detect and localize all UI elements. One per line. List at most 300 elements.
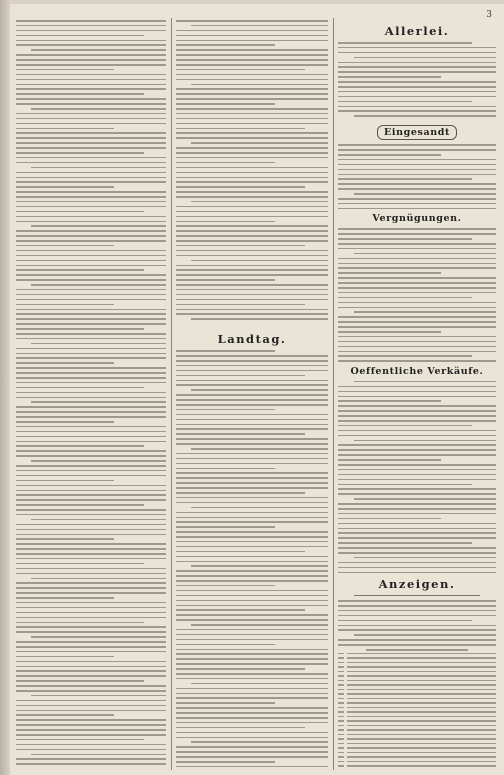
program-row-text (347, 653, 496, 655)
text-line (176, 492, 305, 494)
text-line (16, 172, 166, 174)
text-line (191, 201, 328, 203)
text-line (176, 717, 328, 719)
text-line (16, 113, 166, 115)
text-line (16, 123, 166, 125)
program-row (338, 738, 496, 740)
text-line (16, 20, 166, 22)
eingesandt-block (338, 144, 496, 209)
text-line (16, 235, 166, 237)
text-line (16, 734, 166, 736)
anzeigen-intro-block (338, 600, 496, 646)
text-line (16, 35, 144, 37)
text-line (176, 556, 328, 558)
text-line (176, 487, 328, 489)
program-row-text (347, 698, 496, 700)
text-line (176, 463, 328, 465)
text-line (191, 683, 328, 685)
text-line (16, 485, 166, 487)
text-line (16, 44, 166, 46)
program-row-number (338, 747, 344, 749)
text-line (31, 167, 166, 169)
text-line (176, 433, 305, 435)
text-line (176, 428, 328, 430)
left-news-block (16, 20, 166, 768)
page-number: 3 (486, 10, 492, 20)
text-line (338, 620, 472, 622)
program-row (338, 743, 496, 745)
text-line (176, 206, 328, 208)
text-line (354, 498, 496, 500)
text-line (16, 93, 144, 95)
program-row (338, 725, 496, 727)
text-line (16, 651, 166, 653)
text-line (16, 675, 166, 677)
text-line (338, 464, 496, 466)
text-line (176, 350, 275, 352)
text-line (338, 425, 472, 427)
program-row-number (338, 716, 344, 718)
text-line (16, 455, 166, 457)
text-line (176, 541, 328, 543)
text-line (338, 228, 496, 230)
text-line (16, 318, 166, 320)
text-line (338, 326, 496, 328)
text-line (16, 480, 114, 482)
text-line (16, 279, 166, 281)
text-line (16, 597, 114, 599)
text-line (338, 405, 496, 407)
text-line (176, 284, 328, 286)
text-line (338, 258, 496, 260)
program-row-number (338, 734, 344, 736)
text-line (176, 649, 328, 651)
text-line (16, 382, 166, 384)
column-middle (176, 20, 328, 768)
text-line (191, 389, 328, 391)
text-line (176, 59, 328, 61)
text-line (16, 763, 166, 765)
text-line (354, 193, 496, 195)
text-line (176, 74, 328, 76)
text-line (16, 705, 166, 707)
text-line (176, 605, 328, 607)
text-line (338, 110, 496, 112)
text-line (338, 272, 441, 274)
text-line (31, 695, 166, 697)
text-line (16, 103, 166, 105)
text-line (338, 62, 496, 64)
text-line (354, 115, 496, 117)
text-line (16, 230, 166, 232)
text-line (16, 646, 166, 648)
text-line (176, 172, 328, 174)
text-line (176, 580, 328, 582)
text-line (176, 304, 305, 306)
text-line (176, 30, 328, 32)
text-line (16, 441, 166, 443)
text-line (16, 729, 166, 731)
text-line (176, 517, 328, 519)
program-row (338, 765, 496, 767)
text-line (176, 472, 328, 474)
text-line (16, 534, 166, 536)
text-line (176, 570, 328, 572)
text-line (16, 30, 166, 32)
text-line (338, 537, 496, 539)
text-line (176, 663, 328, 665)
text-line (338, 164, 496, 166)
text-line (176, 697, 328, 699)
text-line (16, 553, 166, 555)
text-line (16, 475, 166, 477)
text-line (16, 118, 166, 120)
text-line (16, 59, 166, 61)
text-line (16, 514, 166, 516)
text-line (16, 328, 144, 330)
text-line (16, 499, 166, 501)
text-line (16, 128, 114, 130)
text-line (16, 724, 166, 726)
text-line (16, 406, 166, 408)
program-row-text (347, 693, 496, 695)
text-line (176, 438, 328, 440)
text-line (16, 397, 166, 399)
program-row-number (338, 761, 344, 763)
column-right (338, 20, 496, 768)
text-line (16, 162, 166, 164)
text-line (16, 142, 166, 144)
text-line (176, 137, 328, 139)
text-line (338, 610, 496, 612)
text-line (354, 381, 496, 383)
text-line (176, 79, 328, 81)
text-line (16, 626, 166, 628)
text-line (338, 415, 496, 417)
text-line (338, 615, 496, 617)
text-line (176, 191, 328, 193)
text-line (338, 600, 496, 602)
text-line (176, 355, 328, 357)
text-line (191, 260, 328, 262)
text-line (176, 756, 328, 758)
text-line (176, 653, 328, 655)
verkaeufe-block (338, 381, 496, 573)
text-line (338, 203, 496, 205)
program-row-number (338, 765, 344, 767)
text-line (16, 294, 166, 296)
program-row-text (347, 671, 496, 673)
text-line (16, 84, 166, 86)
text-line (16, 40, 166, 42)
program-row-text (347, 738, 496, 740)
program-row-number (338, 675, 344, 677)
text-line (176, 424, 328, 426)
program-row-number (338, 657, 344, 659)
text-line (338, 396, 496, 398)
program-row (338, 671, 496, 673)
text-line (338, 508, 496, 510)
allerlei-heading: Allerlei. (384, 24, 450, 38)
text-line (16, 255, 166, 257)
text-line (338, 52, 496, 54)
program-row-number (338, 680, 344, 682)
program-row-number (338, 752, 344, 754)
text-line (16, 64, 166, 66)
program-row-text (347, 752, 496, 754)
text-line (176, 108, 328, 110)
text-line (16, 666, 166, 668)
text-line (16, 274, 166, 276)
program-row-number (338, 702, 344, 704)
text-line (16, 680, 144, 682)
program-row (338, 680, 496, 682)
text-line (338, 355, 472, 357)
text-line (16, 392, 166, 394)
text-line (338, 174, 496, 176)
text-line (338, 449, 496, 451)
paper-sheet (10, 4, 504, 775)
text-line (176, 196, 328, 198)
text-line (16, 387, 144, 389)
program-row (338, 707, 496, 709)
text-line (338, 493, 496, 495)
text-line (338, 572, 496, 574)
text-line (338, 316, 496, 318)
program-row (338, 720, 496, 722)
program-list (338, 653, 496, 768)
text-line (338, 474, 496, 476)
text-line (31, 49, 166, 51)
text-line (176, 502, 328, 504)
text-line (176, 384, 328, 386)
text-line (176, 746, 328, 748)
text-line (191, 624, 328, 626)
allerlei-block (338, 42, 496, 117)
text-line (338, 243, 496, 245)
text-line (176, 255, 328, 257)
text-line (176, 35, 328, 37)
text-line (338, 282, 496, 284)
text-line (176, 240, 328, 242)
text-line (338, 106, 496, 108)
text-line (16, 201, 166, 203)
program-row-text (347, 680, 496, 682)
text-line (338, 562, 496, 564)
program-row-text (347, 743, 496, 745)
text-line (176, 644, 275, 646)
text-line (16, 289, 166, 291)
text-line (16, 548, 166, 550)
text-line (16, 685, 166, 687)
text-line (338, 336, 496, 338)
text-line (338, 488, 496, 490)
text-line (16, 186, 114, 188)
program-row-number (338, 693, 344, 695)
text-line (16, 348, 166, 350)
text-line (176, 128, 305, 130)
text-line (31, 284, 166, 286)
middle-landtag-block (176, 350, 328, 768)
vergnuegungen-heading: Vergnügungen. (372, 213, 462, 225)
text-line (176, 409, 275, 411)
program-title-placeholder (338, 649, 496, 651)
text-line (16, 245, 114, 247)
text-line (31, 578, 166, 580)
program-row (338, 702, 496, 704)
text-line (16, 79, 166, 81)
program-row (338, 684, 496, 686)
text-line (176, 575, 328, 577)
text-line (16, 206, 166, 208)
program-row-number (338, 707, 344, 709)
text-line (16, 132, 166, 134)
program-row (338, 689, 496, 691)
program-row-number (338, 738, 344, 740)
text-line (338, 552, 496, 554)
text-line (176, 414, 328, 416)
program-row (338, 698, 496, 700)
text-line (191, 25, 328, 27)
landtag-heading: Landtag. (217, 332, 287, 347)
text-line (338, 459, 441, 461)
text-line (338, 277, 496, 279)
text-line (176, 673, 328, 675)
text-line (176, 394, 328, 396)
text-line (176, 707, 328, 709)
text-line (176, 766, 328, 768)
program-row-number (338, 743, 344, 745)
program-row-number (338, 689, 344, 691)
text-line (176, 225, 328, 227)
text-line (338, 346, 496, 348)
program-row-number (338, 662, 344, 664)
text-line (16, 710, 166, 712)
text-line (354, 57, 496, 59)
program-row-text (347, 756, 496, 758)
text-line (176, 230, 328, 232)
text-line (338, 567, 496, 569)
text-line (16, 494, 166, 496)
program-row-text (347, 734, 496, 736)
text-line (338, 469, 496, 471)
text-line (176, 44, 275, 46)
text-line (354, 253, 496, 255)
text-line (16, 25, 166, 27)
text-line (338, 503, 496, 505)
text-line (338, 297, 472, 299)
text-line (354, 557, 496, 559)
text-line (31, 108, 166, 110)
text-line (16, 416, 166, 418)
program-row-number (338, 725, 344, 727)
text-line (16, 587, 166, 589)
text-line (16, 181, 166, 183)
text-line (176, 360, 328, 362)
anzeigen-heading: Anzeigen. (378, 577, 456, 592)
text-line (16, 147, 166, 149)
text-line (338, 321, 496, 323)
text-line (338, 169, 496, 171)
program-row-text (347, 747, 496, 749)
text-line (31, 754, 166, 756)
program-row (338, 716, 496, 718)
text-line (354, 311, 496, 313)
text-line (176, 299, 328, 301)
program-row (338, 675, 496, 677)
text-line (16, 470, 166, 472)
text-line (338, 76, 441, 78)
text-line (16, 543, 166, 545)
text-line (176, 289, 328, 291)
text-line (176, 365, 328, 367)
text-line (338, 542, 472, 544)
text-line (16, 250, 166, 252)
text-line (16, 309, 166, 311)
text-line (176, 585, 275, 587)
text-line (16, 749, 166, 751)
vergnuegungen-block (338, 228, 496, 362)
text-line (16, 573, 166, 575)
text-line (16, 700, 166, 702)
text-line (16, 299, 166, 301)
text-line (338, 144, 496, 146)
text-line (338, 101, 472, 103)
text-line (176, 458, 328, 460)
text-line (338, 532, 496, 534)
text-line (176, 167, 328, 169)
program-row-number (338, 711, 344, 713)
text-line (176, 93, 328, 95)
program-row (338, 711, 496, 713)
program-row-text (347, 657, 496, 659)
text-line (176, 712, 328, 714)
text-line (338, 42, 472, 44)
text-line (16, 323, 166, 325)
text-line (338, 341, 496, 343)
text-line (176, 309, 328, 311)
text-line (176, 751, 328, 753)
program-row-number (338, 720, 344, 722)
text-line (176, 221, 275, 223)
text-line (176, 181, 328, 183)
text-line (176, 497, 328, 499)
text-line (176, 375, 305, 377)
text-line (16, 641, 166, 643)
text-line (16, 177, 166, 179)
text-line (338, 71, 496, 73)
text-line (16, 353, 166, 355)
program-row-number (338, 666, 344, 668)
text-line (338, 154, 441, 156)
text-line (338, 547, 496, 549)
text-line (31, 401, 166, 403)
text-line (176, 216, 328, 218)
text-line (16, 465, 166, 467)
text-line (176, 737, 328, 739)
text-line (176, 634, 328, 636)
text-line (16, 69, 114, 71)
text-line (191, 507, 328, 509)
text-line (338, 400, 441, 402)
text-line (176, 590, 328, 592)
eingesandt-heading: Eingesandt (377, 125, 457, 140)
text-line (338, 523, 496, 525)
text-line (16, 592, 166, 594)
program-row-text (347, 662, 496, 664)
program-row-number (338, 671, 344, 673)
program-row (338, 693, 496, 695)
